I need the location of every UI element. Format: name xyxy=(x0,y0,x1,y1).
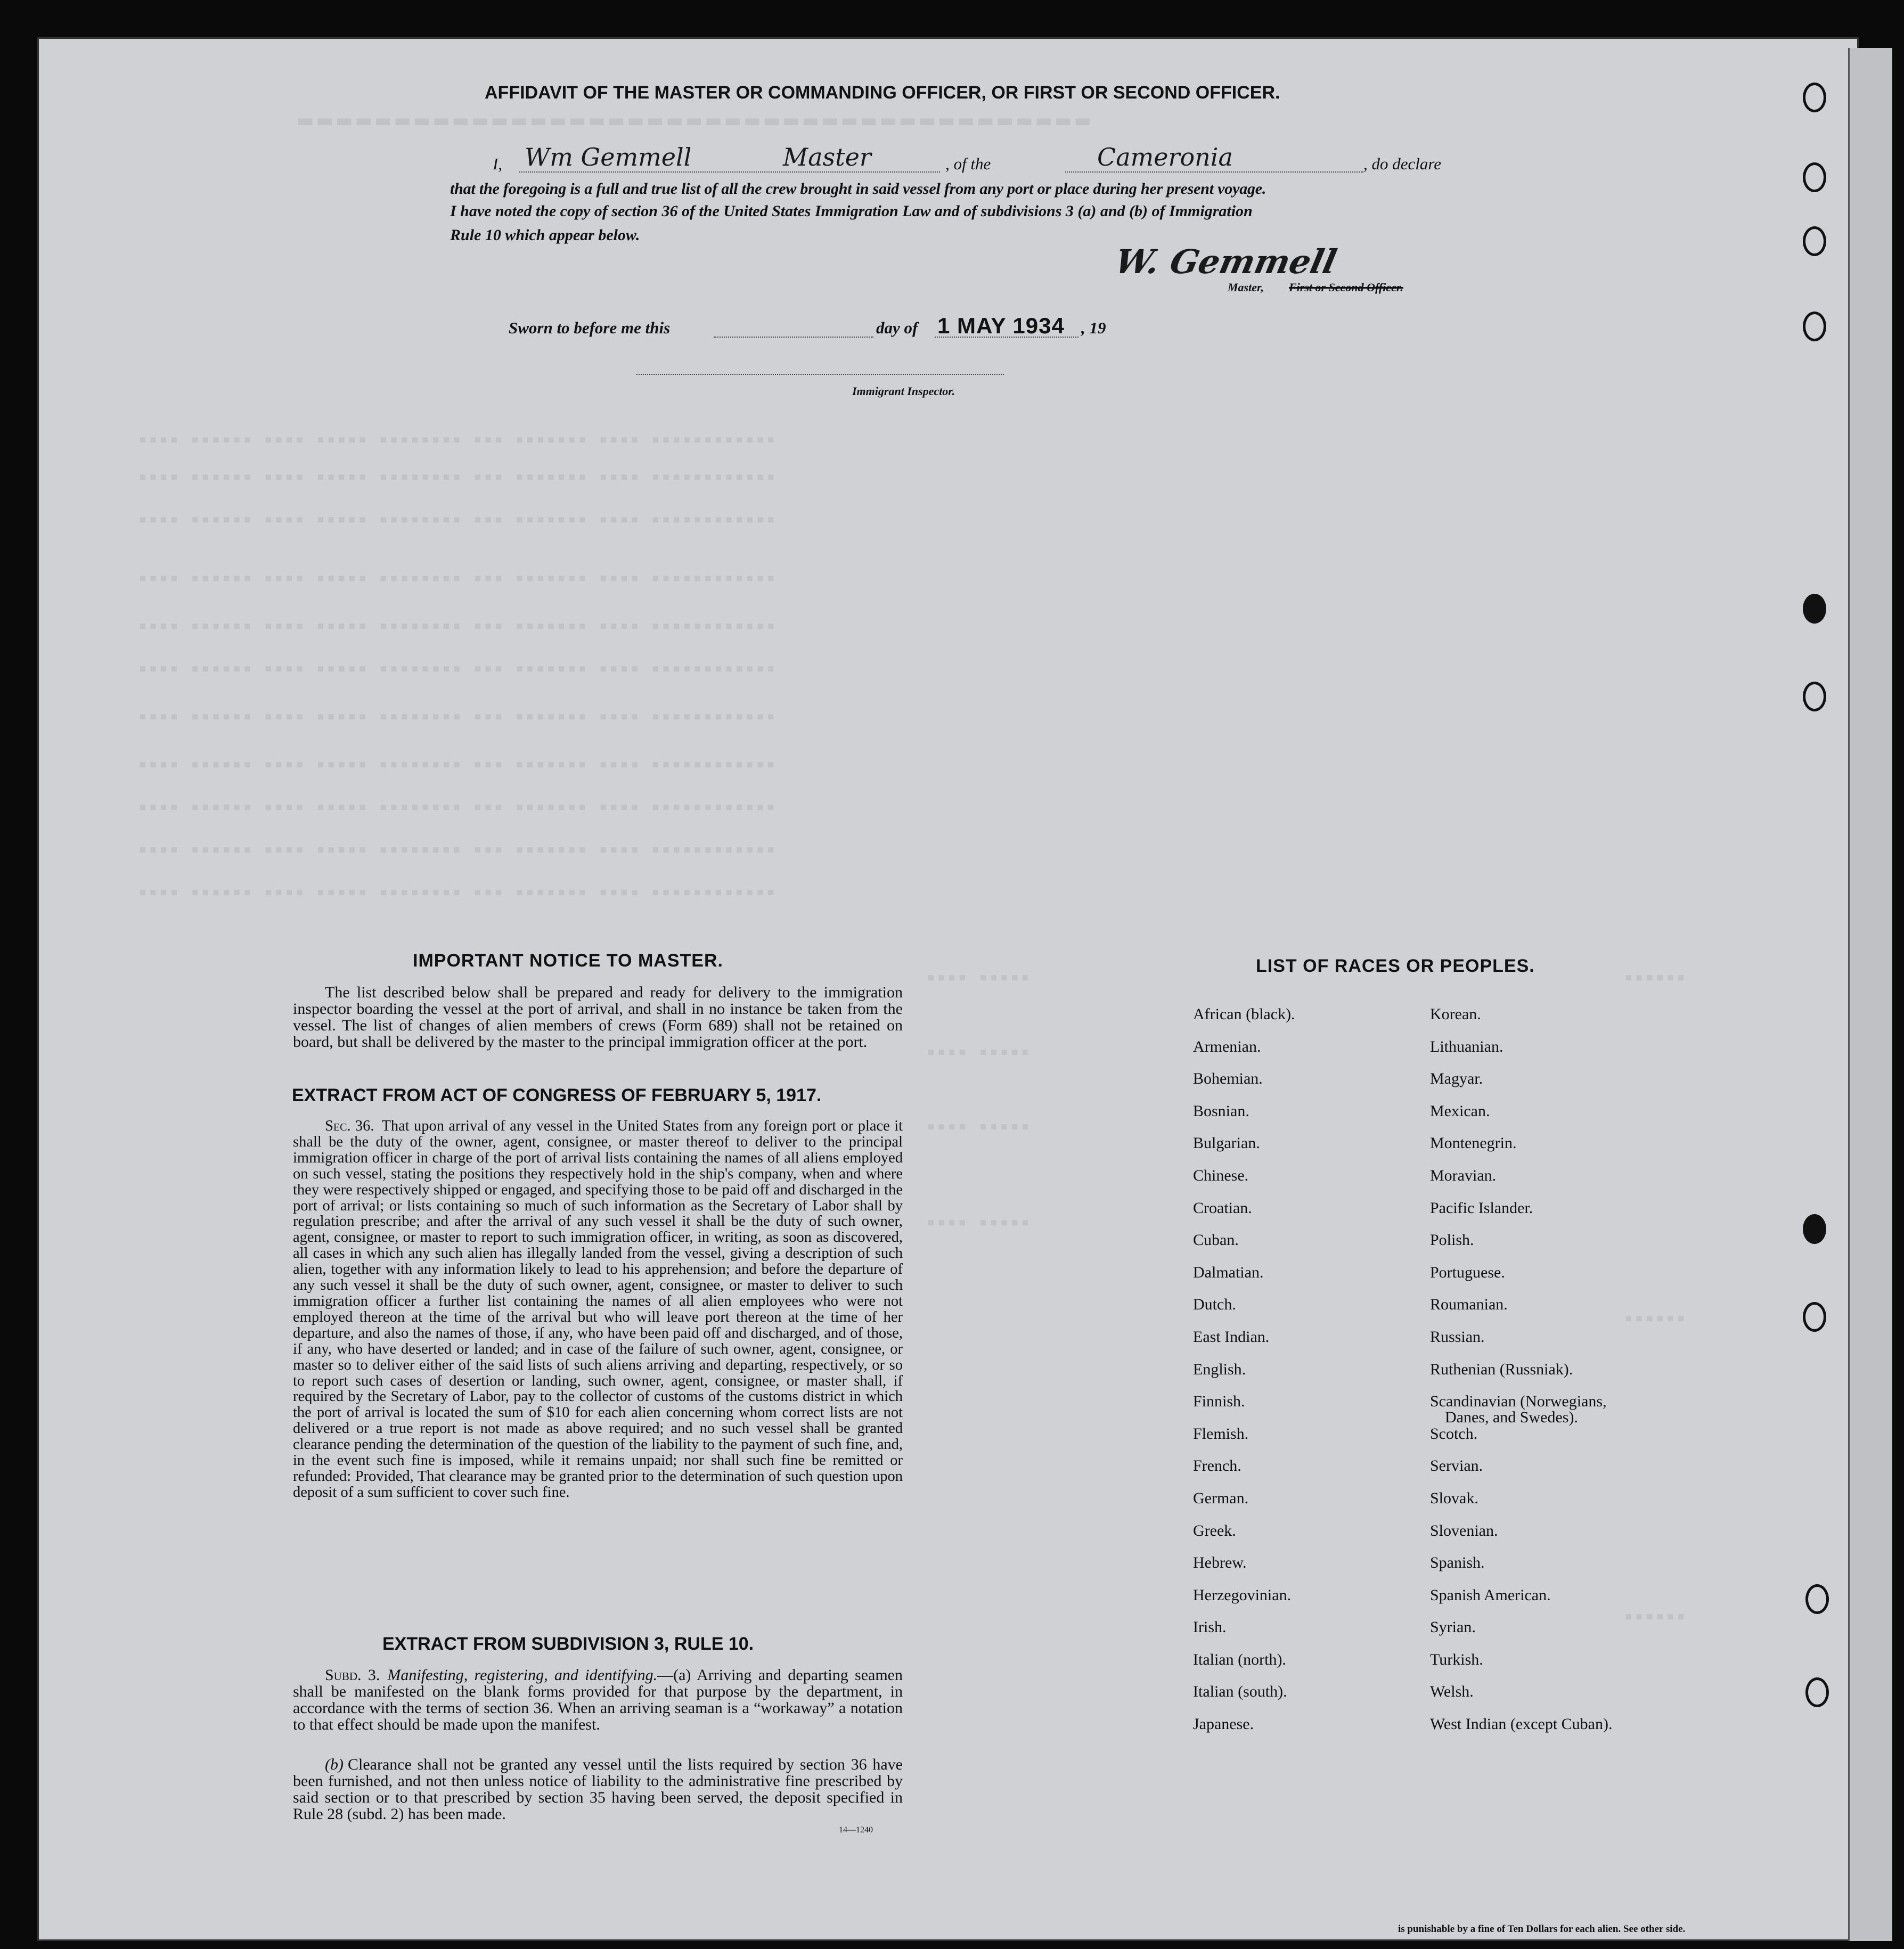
sworn-day-line xyxy=(714,337,873,338)
inspector-signature-line xyxy=(636,374,1004,375)
punch-hole xyxy=(1803,594,1826,624)
race-item: Scandinavian (Norwegians, xyxy=(1430,1393,1607,1411)
race-item: East Indian. xyxy=(1193,1328,1270,1346)
day-of-label: day of xyxy=(876,318,918,337)
race-item: Spanish American. xyxy=(1430,1586,1551,1604)
race-item: Bohemian. xyxy=(1193,1070,1263,1088)
race-item: Hebrew. xyxy=(1193,1554,1247,1572)
rank-handwritten: Master xyxy=(783,143,871,171)
punch-hole xyxy=(1803,162,1826,192)
master-name-line xyxy=(519,171,940,173)
vessel-name-handwritten: Cameronia xyxy=(1097,143,1233,171)
race-item: African (black). xyxy=(1193,1005,1295,1023)
master-signature: W. Gemmell xyxy=(1112,242,1341,281)
punch-hole xyxy=(1803,1302,1826,1332)
race-item: Italian (south). xyxy=(1193,1683,1287,1701)
race-item: Turkish. xyxy=(1430,1650,1483,1668)
race-item: Finnish. xyxy=(1193,1393,1245,1411)
affidavit-line1-prefix: I, xyxy=(493,154,503,173)
race-item: Roumanian. xyxy=(1430,1296,1508,1314)
race-item: English. xyxy=(1193,1360,1246,1378)
races-title: LIST OF RACES OR PEOPLES. xyxy=(1256,956,1535,976)
punch-hole xyxy=(1803,312,1826,341)
race-item: Lithuanian. xyxy=(1430,1037,1503,1055)
races-left-column xyxy=(1193,1006,1295,1749)
punch-hole xyxy=(1803,1214,1826,1244)
date-stamp: 1 MAY 1934 xyxy=(937,313,1065,338)
race-item: Korean. xyxy=(1430,1005,1481,1023)
race-item: Greek. xyxy=(1193,1521,1236,1539)
inspector-label: Immigrant Inspector. xyxy=(852,384,955,398)
punch-hole xyxy=(1803,226,1826,256)
underlying-page-edge xyxy=(1848,48,1892,1941)
race-item: Pacific Islander. xyxy=(1430,1199,1533,1217)
rule-extract-title: EXTRACT FROM SUBDIVISION 3, RULE 10. xyxy=(382,1634,754,1654)
punch-hole xyxy=(1803,682,1826,711)
punch-hole xyxy=(1805,1584,1829,1614)
race-item: Spanish. xyxy=(1430,1554,1485,1572)
punch-hole xyxy=(1805,1677,1829,1707)
do-declare-label: , do declare xyxy=(1363,154,1442,173)
rule-para-a xyxy=(293,1667,903,1733)
race-item: Flemish. xyxy=(1193,1424,1249,1443)
race-item: Portuguese. xyxy=(1430,1263,1505,1281)
form-number: 14—1240 xyxy=(839,1825,873,1835)
race-item: Slovenian. xyxy=(1430,1521,1498,1539)
races-right-column xyxy=(1430,1006,1612,1749)
race-item: Danes, and Swedes). xyxy=(1445,1408,1578,1427)
race-item: Moravian. xyxy=(1430,1166,1497,1184)
race-item: Herzegovinian. xyxy=(1193,1586,1292,1604)
race-item: Bulgarian. xyxy=(1193,1134,1260,1152)
race-item: West Indian (except Cuban). xyxy=(1430,1715,1613,1733)
rule-para-b xyxy=(293,1756,903,1822)
punch-hole xyxy=(1803,83,1826,112)
race-item: Servian. xyxy=(1430,1457,1483,1475)
race-item: Dalmatian. xyxy=(1193,1263,1264,1281)
race-item: Scotch. xyxy=(1430,1424,1478,1443)
race-item: Bosnian. xyxy=(1193,1102,1249,1120)
vessel-name-line xyxy=(1065,171,1363,173)
race-item: Japanese. xyxy=(1193,1715,1254,1733)
notice-body: The list described below shall be prepared and ready for delivery to the immigration inspector boarding the vessel at the port of arrival, and shall in no instance be taken from the vessel. The list of changes of alien members of crews (Form 689) shall not be retained on board, but shall be delivered by the master to the principal immigration officer at the port. xyxy=(293,984,903,1051)
notice-title: IMPORTANT NOTICE TO MASTER. xyxy=(413,951,723,971)
race-item: Cuban. xyxy=(1193,1231,1239,1249)
sworn-label: Sworn to before me this xyxy=(509,318,671,337)
affidavit-line3: I have noted the copy of section 36 of the United States Immigration Law and of subdivisions 3 (a) and (b) of Immigration xyxy=(450,202,1253,220)
affidavit-line4: Rule 10 which appear below. xyxy=(450,226,640,244)
fine-note: is punishable by a fine of Ten Dollars for each alien. See other side. xyxy=(1398,1923,1686,1935)
race-item: Ruthenian (Russniak). xyxy=(1430,1360,1573,1378)
race-item: Mexican. xyxy=(1430,1102,1490,1120)
subd-label: Subd. 3. xyxy=(325,1666,380,1684)
race-item: Russian. xyxy=(1430,1328,1485,1346)
affidavit-line2: that the foregoing is a full and true list of all the crew brought in said vessel from any port or place during her present voyage. xyxy=(450,180,1266,198)
struck-officer-label: First or Second Officer. xyxy=(1289,281,1403,294)
act-section-label: Sec. 36. xyxy=(325,1118,374,1134)
race-item: Chinese. xyxy=(1193,1166,1249,1184)
race-item: Welsh. xyxy=(1430,1683,1474,1701)
sworn-month-line xyxy=(935,337,1078,338)
para-b-label: (b) xyxy=(325,1756,344,1773)
year-label: , 19 xyxy=(1081,318,1106,337)
race-item: Syrian. xyxy=(1430,1618,1476,1636)
para-b-text: Clearance shall not be granted any vessel until the lists required by section 36 have been furnished, and not then unless notice of liability to the administrative fine prescribed by said section or to that prescribed by section 35 having been served, the deposit specified in Rule 28 (subd. 2) has been made. xyxy=(293,1756,903,1823)
master-name-handwritten: Wm Gemmell xyxy=(525,143,692,171)
race-item: Irish. xyxy=(1193,1618,1227,1636)
affidavit-title: AFFIDAVIT OF THE MASTER OR COMMANDING OFFICER, OR FIRST OR SECOND OFFICER. xyxy=(485,83,1280,103)
master-label: Master, xyxy=(1228,281,1264,294)
race-item: Italian (north). xyxy=(1193,1650,1286,1668)
race-item: Montenegrin. xyxy=(1430,1134,1517,1152)
subd-para-a: —(a) Arriving and departing seamen shall be manifested on the blank forms provided for that purpose by the department, in accordance with the terms of section 36. When an arriving seaman is a “workaway” a notation to that effect should be made upon the manifest. xyxy=(293,1666,903,1733)
race-item: French. xyxy=(1193,1457,1241,1475)
race-item: Polish. xyxy=(1430,1231,1474,1249)
act-section-text: That upon arrival of any vessel in the United States from any foreign port or place it shall be the duty of the owner, agent, consignee, or master thereof to deliver to the principal immigration officer in charge of the port of arrival lists containing the names of all aliens employed on such vessel, stating the positions they respectively hold in the ship's company, when and where they were respectively shipped or engaged, and specifying those to be paid off and discharged in the port of arrival; or lists containing so much of such information as the Secretary of Labor shall by regulation prescribe; and after the arrival of any such vessel it shall be the duty of such owner, agent, consignee, or master to report to such immigration officer, in writing, as soon as discovered, all cases in which any such alien has illegally landed from the vessel, giving a description of such alien, together with any information likely to lead to his apprehension; and before the departure of any such vessel it shall be the duty of such owner, agent, consignee, or master to deliver to such immigration officer a further list containing the names of all alien employees who were not employed thereon at the time of the arrival but who will leave port thereon at the time of her departure, and also the names of those, if any, who have been paid off and discharged, and of those, if any, who have deserted or landed; and in case of the failure of such owner, agent, consignee, or master so to deliver either of the said lists of such aliens arriving and departing, respectively, or so to report such cases of desertion or landing, such owner, agent, consignee, or master shall, if required by the Secretary of Labor, pay to the collector of customs of the customs district in which the port of arrival is located the sum of $10 for each alien concerning whom correct lists are not delivered or a true report is not made as above required; and no such vessel shall be granted clearance pending the determination of the question of the liability to the payment of such fine, and, in the event such fine is imposed, while it remains unpaid; nor shall such fine be remitted or refunded: Provided, That clearance may be granted prior to the determination of such question upon deposit of a sum sufficient to cover such fine. xyxy=(293,1118,903,1501)
race-item: Dutch. xyxy=(1193,1296,1236,1314)
race-item: Magyar. xyxy=(1430,1070,1483,1088)
race-item: Armenian. xyxy=(1193,1037,1261,1055)
race-item: Slovak. xyxy=(1430,1489,1478,1507)
race-item: Croatian. xyxy=(1193,1199,1252,1217)
race-item: German. xyxy=(1193,1489,1249,1507)
subd-heading: Manifesting, registering, and identifying. xyxy=(387,1666,658,1684)
of-the-label: , of the xyxy=(945,154,991,173)
act-extract-body xyxy=(293,1118,903,1501)
act-extract-title: EXTRACT FROM ACT OF CONGRESS OF FEBRUARY 5, 1917. xyxy=(292,1085,822,1105)
